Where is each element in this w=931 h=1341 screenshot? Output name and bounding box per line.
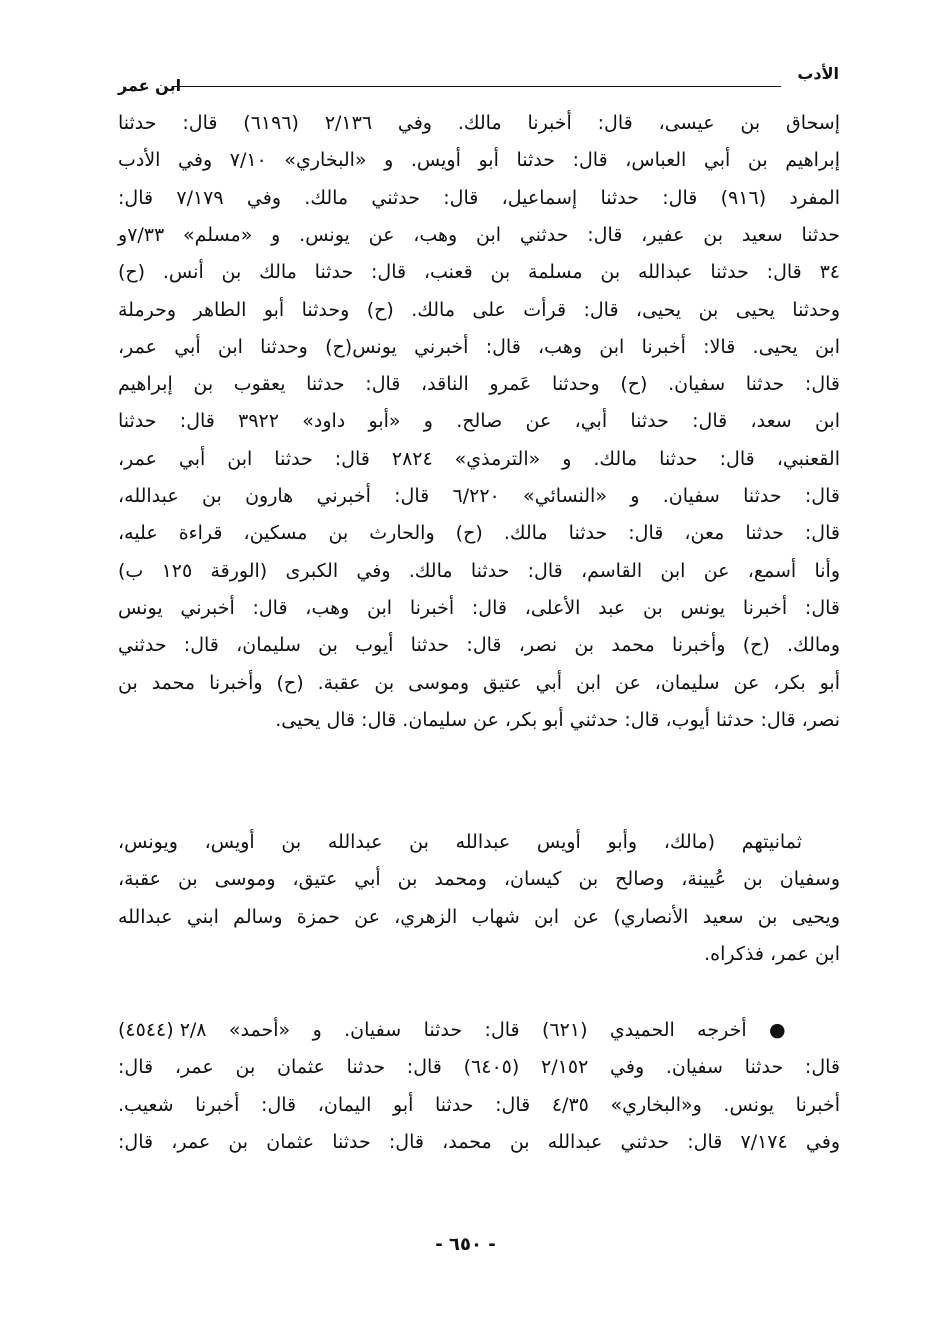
text-line: قال: حدثنا معن، قال: حدثنا مالك. (ح) والحارث بن مسكين، قراءة عليه، [118,522,840,545]
text-line: ٣٤ قال: حدثنا عبدالله بن مسلمة بن قعنب، قال: حدثنا مالك بن أنس. (ح) [118,261,840,284]
text-line: قال: حدثنا سفيان. (ح) وحدثنا عَمرو الناقد، قال: حدثنا يعقوب بن إبراهيم [118,373,840,396]
text-line: ويحيى بن سعيد الأنصاري) عن ابن شهاب الزهري، عن حمزة وسالم ابني عبدالله [118,905,840,928]
text-line: قال: حدثنا سفيان. و «النسائي» ٦/٢٢٠ قال: أخبرني هارون بن عبدالله، [118,485,840,507]
text-line: وسفيان بن عُيينة، وصالح بن كيسان، ومحمد بن أبي عتيق، وموسى بن عقبة، [118,868,840,891]
text-line: أبو بكر، عن سليمان، عن ابن أبي عتيق وموسى بن عقبة. (ح) وأخبرنا محمد بن [118,671,840,694]
text-line: نصر، قال: حدثنا أيوب، قال: حدثني أبو بكر، عن سليمان. قال: قال يحيى. [275,708,840,731]
text-line: إبراهيم بن أبي العباس، قال: حدثنا أبو أويس. و «البخاري» ٧/١٠ وفي الأدب [118,149,840,172]
text-line: قال: حدثنا سفيان. وفي ٢/١٥٢ (٦٤٠٥) قال: حدثنا عثمان بن عمر، قال: [118,1056,841,1079]
text-line: إسحاق بن عيسى، قال: أخبرنا مالك. وفي ٢/١٣٦ (٦١٩٦) قال: حدثنا [118,112,840,134]
text-line: ثمانيتهم (مالك، وأبو أويس عبدالله بن عبدالله بن أويس، ويونس، [118,831,802,853]
text-line: ابن عمر، فذكراه. [704,942,840,965]
text-line: ابن سعد، قال: حدثنا أبي، عن صالح. و «أبو داود» ٣٩٢٢ قال: حدثنا [118,410,840,433]
text-line: ابن يحيى. قالا: أخبرنا ابن وهب، قال: أخبرني يونس(ح) وحدثنا ابن أبي عمر، [118,335,840,358]
text-line: وفي ٧/١٧٤ قال: حدثني عبدالله بن محمد، قال: حدثنا عثمان بن عمر، قال: [118,1130,840,1153]
header-rule [172,86,781,87]
text-line: وأنا أسمع، عن ابن القاسم، قال: حدثنا مالك. وفي الكبرى (الورقة ١٢٥ ب) [118,559,840,582]
text-line: حدثنا سعيد بن عفير، قال: حدثني ابن وهب، عن يونس. و «مسلم» ٧/٣٣و [118,223,840,246]
section-title: ابن عمر [118,76,182,95]
text-line: ومالك. (ح) وأخبرنا محمد بن نصر، قال: حدثنا أيوب بن سليمان، قال: حدثني [118,634,840,657]
text-line: المفرد (٩١٦) قال: حدثنا إسماعيل، قال: حدثني مالك. وفي ٧/١٧٩ قال: [118,186,840,209]
text-line: ● أخرجه الحميدي (٦٢١) قال: حدثنا سفيان. و «أحمد» ٢/٨ (٤٥٤٤) [118,1019,802,1041]
text-line: قال: أخبرنا يونس بن عبد الأعلى، قال: أخبرنا ابن وهب، قال: أخبرني يونس [118,596,840,619]
chapter-title: الأدب [797,64,839,83]
text-line: وحدثنا يحيى بن يحيى، قال: قرأت على مالك. (ح) وحدثنا أبو الطاهر وحرملة [118,298,840,321]
text-line: أخبرنا يونس. و«البخاري» ٤/٣٥ قال: حدثنا أبو اليمان، قال: أخبرنا شعيب. [118,1093,841,1116]
text-line: القعنبي، قال: حدثنا مالك. و «الترمذي» ٢٨٢٤ قال: حدثنا ابن أبي عمر، [118,447,840,470]
page-number: - ٦٥٠ - [435,1234,496,1255]
